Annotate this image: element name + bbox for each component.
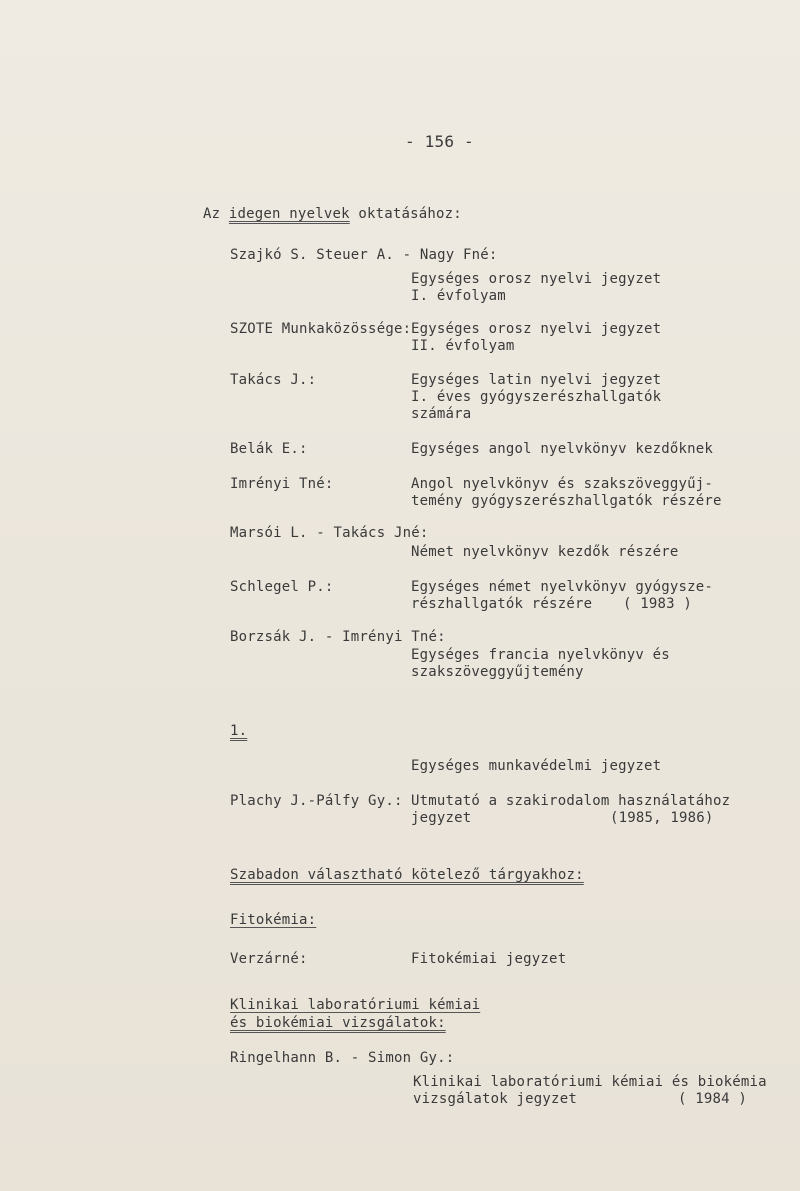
entry-line: Egységes orosz nyelvi jegyzet [411, 321, 662, 337]
entry-line: I. éves gyógyszerészhallgatók [411, 389, 662, 405]
entry-authors: Verzárné: [230, 951, 308, 967]
entry-line: jegyzet [411, 810, 472, 826]
entry-line: szakszöveggyűjtemény [411, 664, 584, 680]
page-number: - 156 - [405, 132, 474, 151]
entry-line: Klinikai laboratóriumi kémiai és biokémia [413, 1074, 767, 1090]
entry-year: ( 1984 ) [678, 1091, 748, 1107]
entry-line: Egységes latin nyelvi jegyzet [411, 372, 662, 388]
entry-authors: Szajkó S. Steuer A. - Nagy Fné: [230, 247, 498, 263]
entry-line: Egységes munkavédelmi jegyzet [411, 758, 662, 774]
entry-line: Angol nyelvkönyv és szakszöveggyűj- [411, 476, 714, 492]
entry-line: temény gyógyszerészhallgatók részére [411, 493, 722, 509]
entry-line: számára [411, 406, 472, 422]
entry-year: (1985, 1986) [610, 810, 714, 826]
section-marker: 1. [230, 723, 248, 739]
entry-line: Egységes francia nyelvkönyv és [411, 647, 670, 663]
heading-suffix: oktatásához: [358, 206, 462, 222]
entry-line: Egységes német nyelvkönyv gyógysze- [411, 579, 714, 595]
subsection-heading: Klinikai laboratóriumi kémiai [230, 997, 481, 1013]
entry-line: Utmutató a szakirodalom használatához [411, 793, 731, 809]
entry-authors: Plachy J.-Pálfy Gy.: [230, 793, 403, 809]
entry-title: Fitokémiai jegyzet [411, 951, 567, 967]
entry-line: II. évfolyam [411, 338, 515, 354]
section-heading-electives: Szabadon választható kötelező tárgyakhoz: [230, 867, 584, 883]
subsection-heading: Fitokémia: [230, 912, 317, 928]
entry-authors: Belák E.: [230, 441, 308, 457]
entry-authors: Takács J.: [230, 372, 317, 388]
entry-line: vizsgálatok jegyzet [413, 1091, 577, 1107]
entry-authors: Schlegel P.: [230, 579, 334, 595]
entry-line: Egységes angol nyelvkönyv kezdőknek [411, 441, 714, 457]
entry-line: I. évfolyam [411, 288, 506, 304]
entry-year: ( 1983 ) [623, 596, 693, 612]
subsection-heading: és biokémiai vizsgálatok: [230, 1015, 446, 1031]
section-heading-languages [203, 205, 462, 223]
entry-authors: Imrényi Tné: [230, 476, 334, 492]
heading-underlined: idegen nyelvek [228, 206, 350, 222]
entry-line: Német nyelvkönyv kezdők részére [411, 544, 679, 560]
entry-line: Egységes orosz nyelvi jegyzet [411, 271, 662, 287]
heading-prefix: Az [203, 206, 221, 222]
entry-authors: Ringelhann B. - Simon Gy.: [230, 1050, 455, 1066]
entry-authors: SZOTE Munkaközössége: [230, 321, 412, 337]
entry-authors: Borzsák J. - Imrényi Tné: [230, 629, 446, 645]
entry-authors: Marsói L. - Takács Jné: [230, 525, 429, 541]
entry-line: részhallgatók részére [411, 596, 593, 612]
